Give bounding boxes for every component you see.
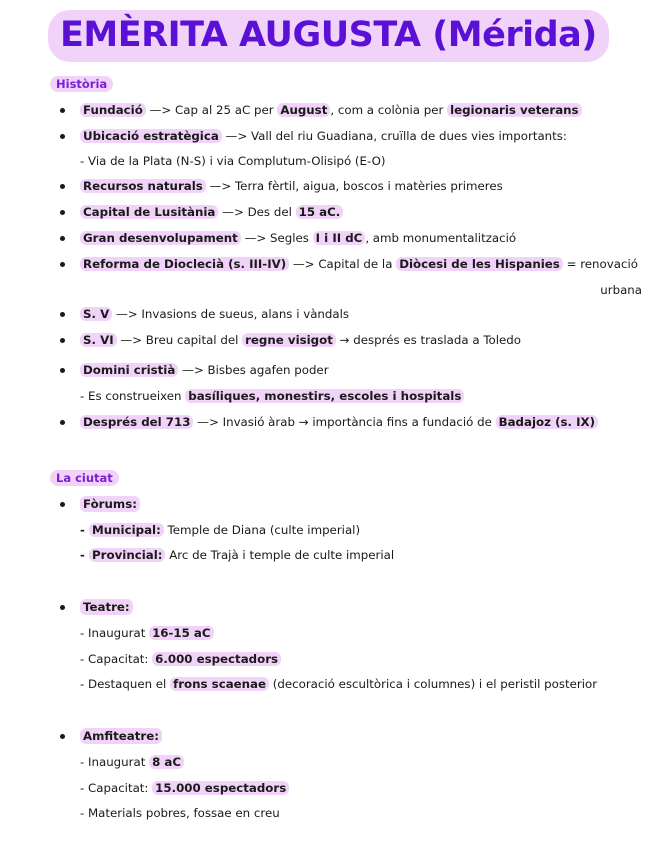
bullet-icon <box>60 502 65 507</box>
term: Ubicació estratègica <box>80 129 222 143</box>
bullet-icon <box>60 184 65 189</box>
bullet-icon <box>60 236 65 241</box>
term: Capital de Lusitània <box>80 205 218 219</box>
bullet-icon <box>60 262 65 267</box>
term: S. VI <box>80 333 117 347</box>
term: Domini cristià <box>80 363 178 377</box>
term: S. V <box>80 307 112 321</box>
page-title: EMÈRITA AUGUSTA (Mérida) <box>48 10 609 62</box>
notes-page: EMÈRITA AUGUSTA (Mérida) Història Fundació —> Cap al 25 aC per August , com a colònia per legionaris veterans Ubicació estratègica —> Vall del riu Guadiana, cruïlla de dues vies importants: - Via de la Plata (N-S) i via Complutum-Olisipó (E-O) Recursos naturals —> Terra fèrtil, aigua, boscos i matèries primeres Capital de Lusitània —> Des del 15 aC. Gran desenvolupament —> Segles I i II dC , amb monumentalització Reforma de Dioclecià (s. III-IV) —> Capital de la Diòcesi de les Hispanies = renovació urbana S. V —> Invasions de sueus, alans i vàndals S. VI —> Breu capital del regne visigot → després es traslada a Toledo Domini cristià —> Bisbes agafen poder - Es construeixen basíliques, monestirs, escoles i hospitals Després del 713 —> Invasió àrab → importància fins a fundació de Badajoz (s. IX) La ciutat Fòrums: - Municipal: Temple de Diana (culte imperial) - Provincial: Arc de Trajà i temple de culte imperial Teatre: - Inaugurat 16-15 aC - Capacitat: 6.000 espectadors - Destaquen el frons scaenae (decoració escultòrica i columnes) i el peristil posterior Amfiteatre: - Inaugurat 8 aC - Capacitat: 15.000 espectadors - Materials pobres, fossae en creu <box>0 0 656 848</box>
term: Recursos naturals <box>80 179 206 193</box>
section-heading-ciutat: La ciutat <box>50 470 119 486</box>
bullet-icon <box>60 368 65 373</box>
bullet-icon <box>60 605 65 610</box>
bullet-icon <box>60 108 65 113</box>
bullet-icon <box>60 338 65 343</box>
term: Fundació <box>80 103 146 117</box>
bullet-icon <box>60 312 65 317</box>
bullet-icon <box>60 210 65 215</box>
term: Reforma de Dioclecià (s. III-IV) <box>80 257 289 271</box>
bullet-icon <box>60 134 65 139</box>
term: Gran desenvolupament <box>80 231 241 245</box>
term: Després del 713 <box>80 415 193 429</box>
bullet-icon <box>60 420 65 425</box>
bullet-icon <box>60 734 65 739</box>
section-heading-historia: Història <box>50 76 113 92</box>
